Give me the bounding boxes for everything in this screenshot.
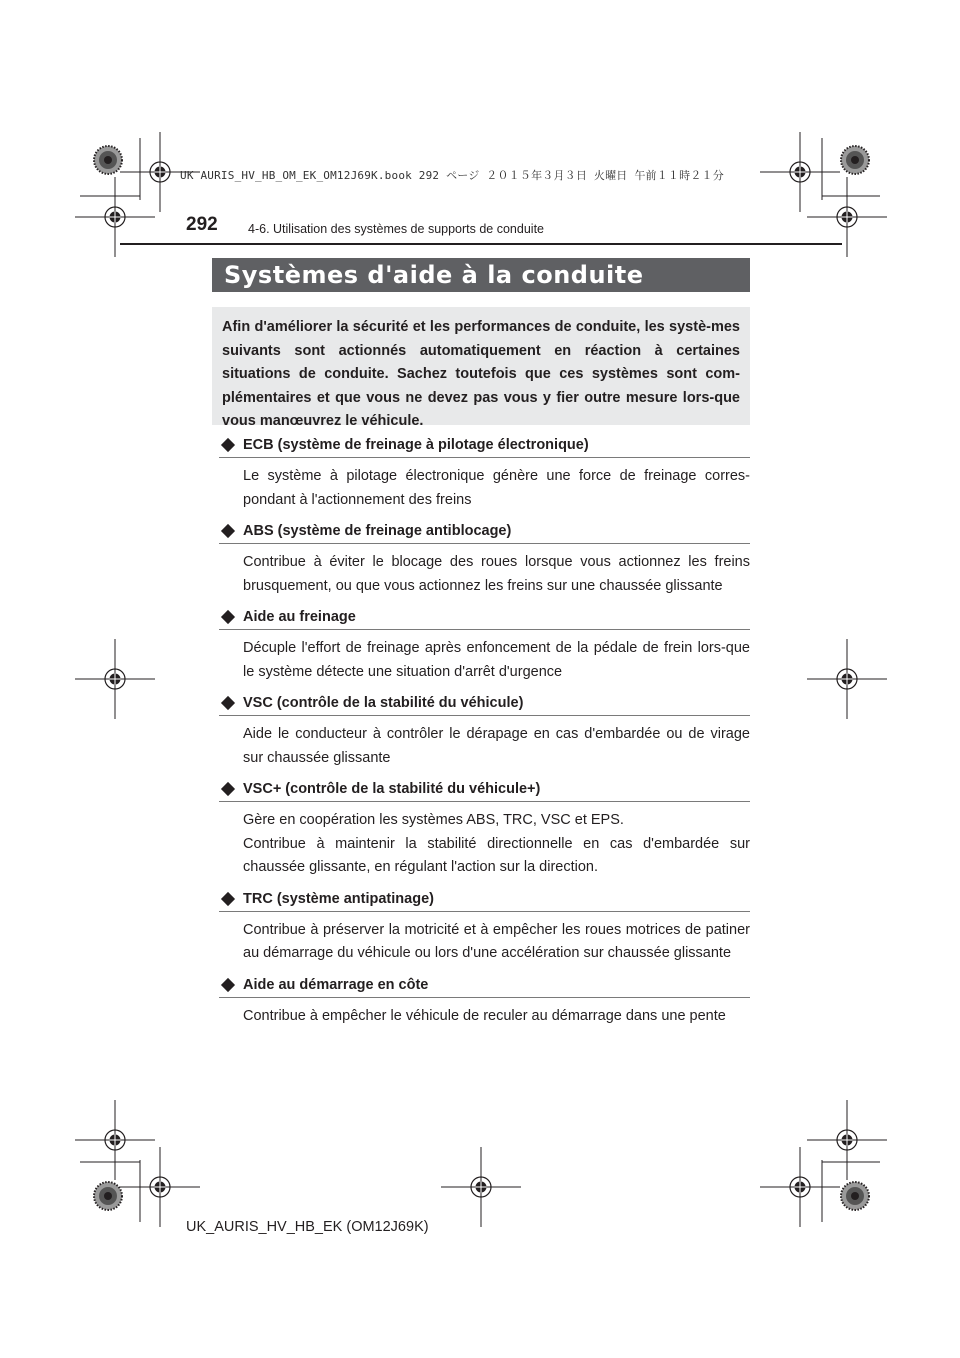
feature-description bbox=[219, 551, 750, 598]
book-file-info: UK AURIS_HV_HB_OM_EK_OM12J69K.book 292 ページ ２０１５年３月３日 火曜日 午前１１時２１分 bbox=[180, 169, 724, 182]
feature-heading bbox=[219, 977, 750, 998]
feature-text: Contribue à maintenir la stabilité directionnelle en cas d'embardée sur chaussée glissante, en régulant l'action sur la direction. bbox=[243, 835, 750, 875]
feature-hill-start-assist bbox=[219, 977, 750, 1029]
diamond-bullet-icon bbox=[221, 977, 235, 991]
feature-heading bbox=[219, 523, 750, 544]
diamond-bullet-icon bbox=[221, 891, 235, 905]
feature-vsc-plus bbox=[219, 781, 750, 880]
feature-description bbox=[219, 1005, 750, 1029]
feature-heading bbox=[219, 609, 750, 630]
feature-trc bbox=[219, 891, 750, 966]
section-title: 4-6. Utilisation des systèmes de supports de conduite bbox=[248, 222, 544, 236]
feature-text: Gère en coopération les systèmes ABS, TRC, VSC et EPS. bbox=[243, 812, 624, 828]
feature-name: ABS (système de freinage antiblocage) bbox=[243, 523, 512, 539]
feature-abs bbox=[219, 523, 750, 598]
feature-name: Aide au freinage bbox=[243, 609, 356, 625]
feature-heading bbox=[219, 781, 750, 802]
feature-heading bbox=[219, 695, 750, 716]
feature-text: Contribue à éviter le blocage des roues lorsque vous actionnez les freins brusquement, ou que vous actionnez les freins sur une chaussée glissante bbox=[243, 554, 750, 594]
feature-vsc bbox=[219, 695, 750, 770]
diamond-bullet-icon bbox=[221, 524, 235, 538]
diamond-bullet-icon bbox=[221, 782, 235, 796]
feature-description bbox=[219, 919, 750, 966]
footer-model-code: UK_AURIS_HV_HB_EK (OM12J69K) bbox=[186, 1219, 429, 1235]
feature-heading bbox=[219, 891, 750, 912]
feature-description bbox=[219, 637, 750, 684]
feature-name: TRC (système antipatinage) bbox=[243, 890, 434, 907]
intro-box bbox=[212, 307, 750, 429]
header-rule bbox=[120, 243, 842, 245]
feature-name: Aide au démarrage en côte bbox=[243, 976, 429, 993]
feature-text: Aide le conducteur à contrôler le dérapage en cas d'embardée ou de virage sur chaussée glissante bbox=[243, 726, 750, 766]
feature-list bbox=[219, 437, 750, 1039]
feature-name: VSC (contrôle de la stabilité du véhicule) bbox=[243, 695, 524, 711]
feature-ecb bbox=[219, 437, 750, 512]
diamond-bullet-icon bbox=[221, 696, 235, 710]
feature-name: ECB (système de freinage à pilotage électronique) bbox=[243, 437, 589, 453]
feature-brake-assist bbox=[219, 609, 750, 684]
feature-description bbox=[219, 809, 750, 880]
feature-heading bbox=[219, 437, 750, 458]
page-title: Systèmes d'aide à la conduite bbox=[212, 258, 750, 292]
feature-text: Décuple l'effort de freinage après enfoncement de la pédale de frein lors-que le système détecte une situation d'arrêt d'urgence bbox=[243, 640, 750, 680]
diamond-bullet-icon bbox=[221, 610, 235, 624]
feature-text: Contribue à empêcher le véhicule de reculer au démarrage dans une pente bbox=[243, 1007, 726, 1024]
intro-text: Afin d'améliorer la sécurité et les performances de conduite, les systè-mes suivants sont actionnés automatiquement en réaction à certaines situations de conduite. Sachez toutefois que ces systèmes sont com-plémentaires et que vous ne devez pas vous y fier outre mesure lors-que vous manœuvrez le véhicule. bbox=[222, 319, 740, 429]
feature-text: Contribue à préserver la motricité et à empêcher les roues motrices de patiner au démarrage du véhicule ou lors d'une accélération sur chaussée glissante bbox=[243, 921, 750, 961]
feature-name: VSC+ (contrôle de la stabilité du véhicule+) bbox=[243, 781, 541, 797]
page-number: 292 bbox=[186, 214, 218, 235]
feature-text: Le système à pilotage électronique génère une force de freinage corres-pondant à l'actionnement des freins bbox=[243, 468, 750, 508]
feature-description bbox=[219, 723, 750, 770]
diamond-bullet-icon bbox=[221, 438, 235, 452]
feature-description bbox=[219, 465, 750, 512]
